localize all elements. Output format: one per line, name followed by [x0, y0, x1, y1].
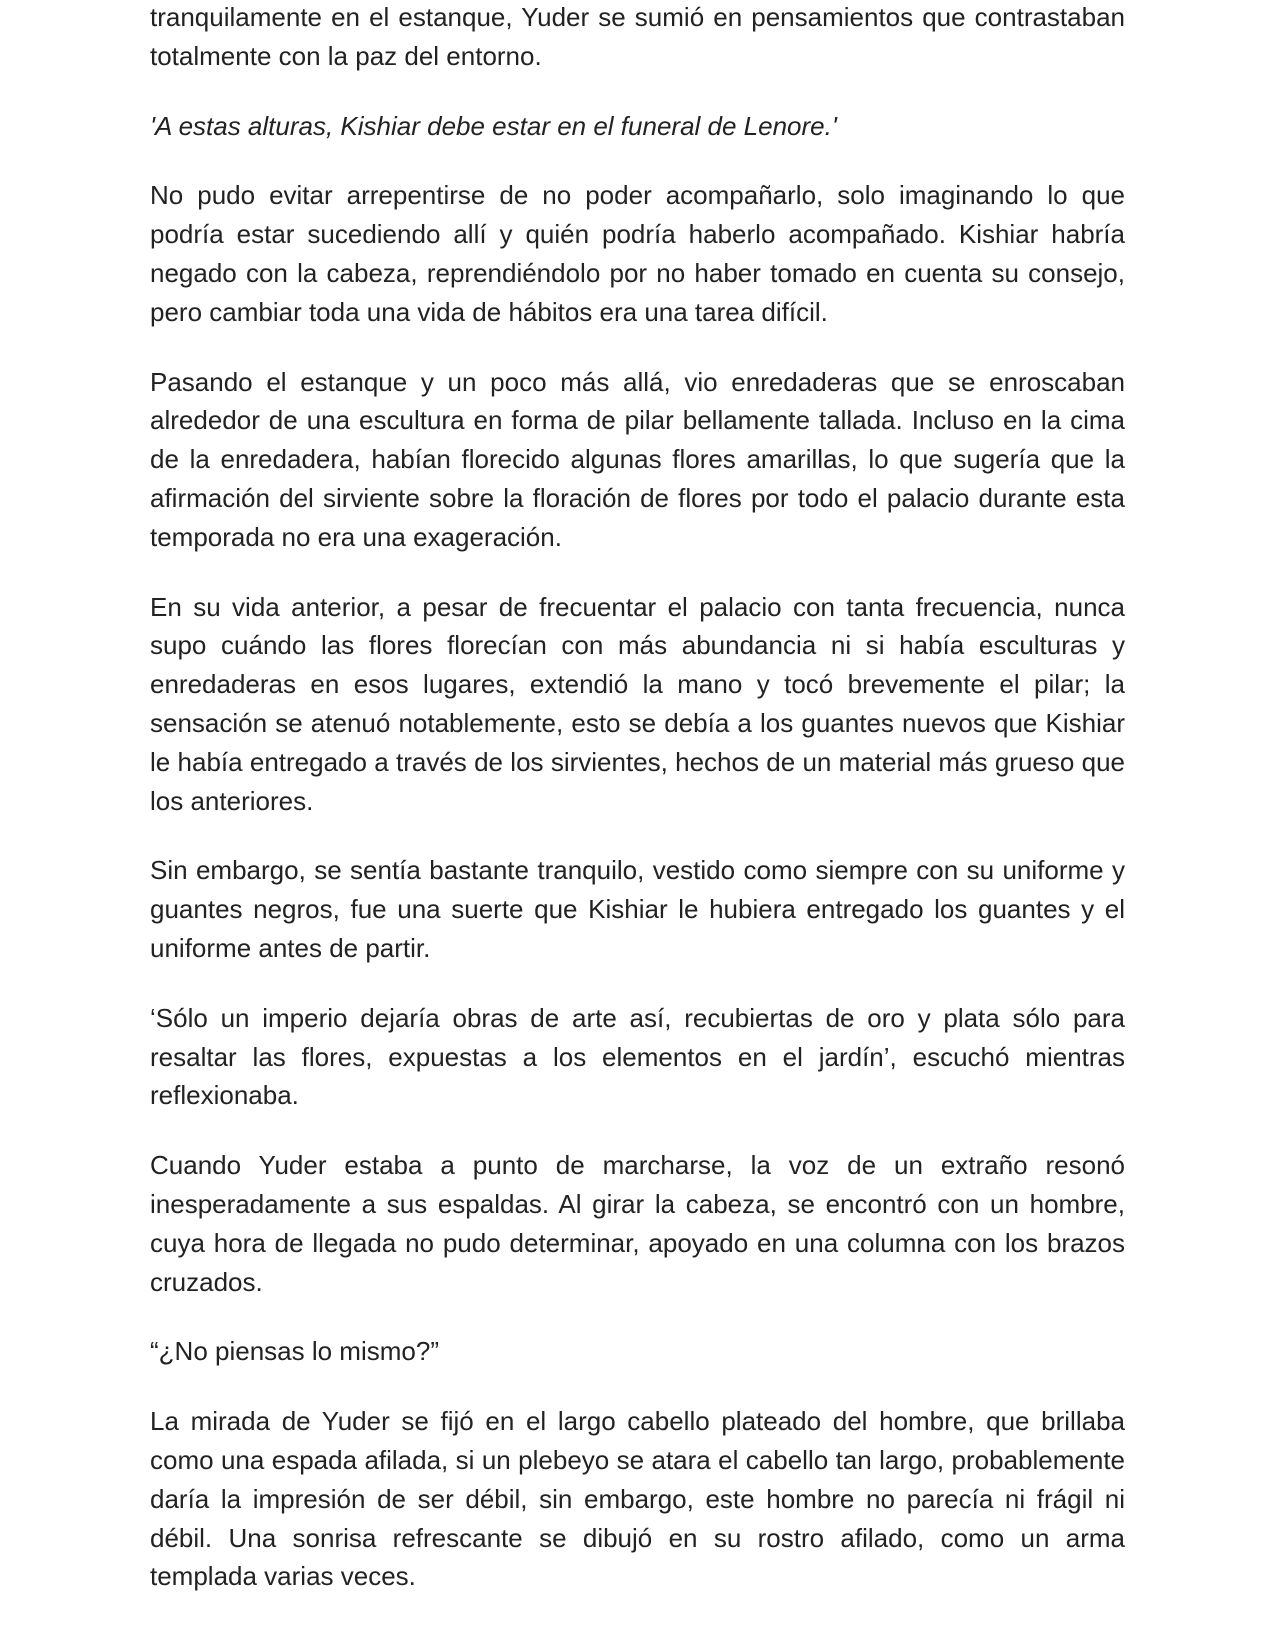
paragraph: Pasando el estanque y un poco más allá, vio enredaderas que se enroscaban alrededor de una escultura en forma de pilar bellamente tallada. Incluso en la cima de la enredadera, habían florecido algunas flores amarillas, lo que sugería que la afirmación del sirviente sobre la floración de flores por todo el palacio durante esta temporada no era una exageración.	[150, 366, 1125, 552]
paragraph: No pudo evitar arrepentirse de no poder acompañarlo, solo imaginando lo que podría estar sucediendo allí y quién podría haberlo acompañado. Kishiar habría negado con la cabeza, reprendiéndolo por no haber tomado en cuenta su consejo, pero cambiar toda una vida de hábitos era una tarea difícil.	[150, 180, 1125, 327]
paragraph: Sin embargo, se sentía bastante tranquilo, vestido como siempre con su uniforme y guantes negros, fue una suerte que Kishiar le hubiera entregado los guantes y el uniforme antes de partir.	[150, 855, 1125, 963]
paragraph-dialogue: “¿No piensas lo mismo?”	[150, 1336, 439, 1367]
paragraph: ‘Sólo un imperio dejaría obras de arte así, recubiertas de oro y plata sólo para resaltar las flores, expuestas a los elementos en el jardín’, escuchó mientras reflexionaba.	[150, 1002, 1125, 1111]
paragraph: tranquilamente en el estanque, Yuder se sumió en pensamientos que contrastaban totalmente con la paz del entorno.	[150, 2, 1125, 71]
paragraph: Cuando Yuder estaba a punto de marcharse, la voz de un extraño resonó inesperadamente a sus espaldas. Al girar la cabeza, se encontró con un hombre, cuya hora de llegada no pudo determinar, apoyado en una columna con los brazos cruzados.	[150, 1150, 1125, 1297]
paragraph-italic-thought: 'A estas alturas, Kishiar debe estar en el funeral de Lenore.'	[150, 110, 837, 141]
paragraph: La mirada de Yuder se fijó en el largo cabello plateado del hombre, que brillaba como una espada afilada, si un plebeyo se atara el cabello tan largo, probablemente daría la impresión de ser débil, sin embargo, este hombre no parecía ni frágil ni débil. Una sonrisa refrescante se dibujó en su rostro afilado, como un arma templada varias veces.	[150, 1406, 1125, 1592]
paragraph: En su vida anterior, a pesar de frecuentar el palacio con tanta frecuencia, nunca supo cuándo las flores florecían con más abundancia ni si había esculturas y enredaderas en esos lugares, extendió la mano y tocó brevemente el pilar; la sensación se atenuó notablemente, esto se debía a los guantes nuevos que Kishiar le había entregado a través de los sirvientes, hechos de un material más grueso que los anteriores.	[150, 591, 1125, 816]
document-page	[150, 0, 1125, 1627]
